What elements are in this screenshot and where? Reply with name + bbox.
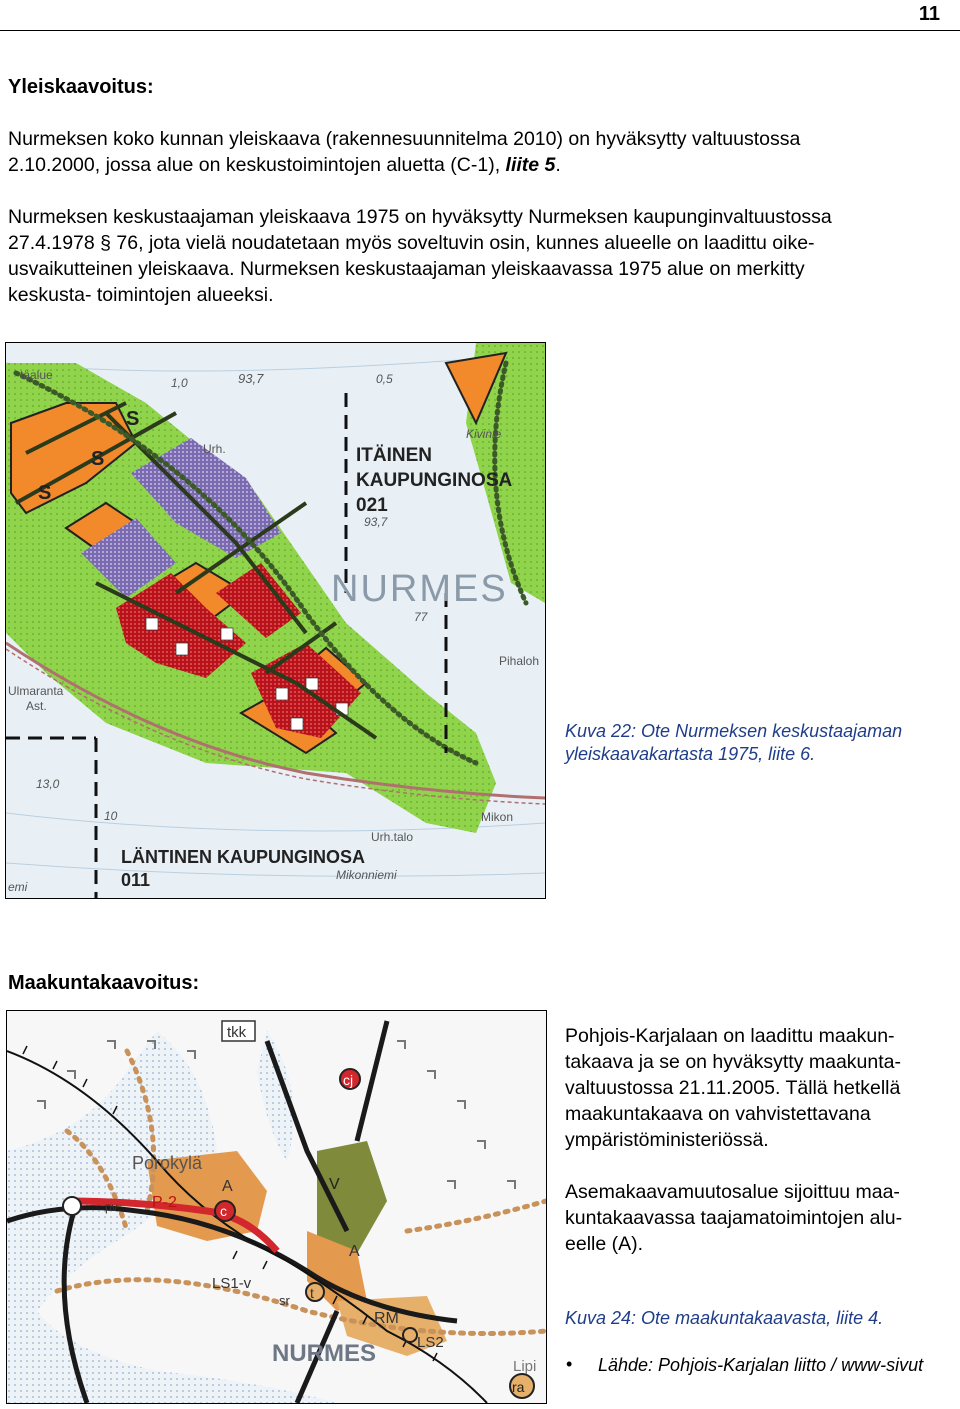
map1-label-s2: S bbox=[91, 448, 105, 470]
map1-label-kivinie: Kivinie bbox=[466, 427, 502, 441]
map1-label-77: 77 bbox=[414, 610, 428, 624]
map1-label-urh: Urh. bbox=[203, 442, 226, 456]
map1-label-emi: emi bbox=[8, 880, 28, 894]
page-number: 11 bbox=[918, 3, 940, 25]
map1-label-itainen1: ITÄINEN bbox=[356, 445, 432, 466]
map2-label-p2: P-2 bbox=[152, 1194, 177, 1211]
map1-label-mikonniemi: Mikonniemi bbox=[336, 868, 397, 882]
map2-label-a2: A bbox=[349, 1243, 360, 1260]
map1-label-s3: S bbox=[38, 482, 52, 504]
map2-label-nurmes: NURMES bbox=[272, 1340, 377, 1367]
map1-label-pihaloh: Pihaloh bbox=[499, 654, 540, 668]
map1-label-ulmaranta: Ulmaranta bbox=[8, 684, 64, 698]
map1-label-10b: 10 bbox=[104, 809, 118, 823]
map2-label-c: c bbox=[220, 1203, 227, 1219]
map1-label-staalue: täalue bbox=[20, 368, 53, 382]
maakuntakaava-map bbox=[6, 1010, 547, 1404]
liite-5-ref: liite 5 bbox=[505, 154, 556, 176]
header-rule bbox=[0, 30, 960, 31]
maakunta-paragraph-2: Asemakaavamuutosalue sijoittuu maa- kuntakaavassa taajamatoimintojen alu- eelle (A). bbox=[565, 1181, 903, 1255]
map1-label-05: 0,5 bbox=[376, 372, 393, 386]
map2-label-tkk: tkk bbox=[227, 1024, 247, 1041]
map2-label-ls1v: LS1-v bbox=[212, 1275, 252, 1292]
map1-label-lantinen1: LÄNTINEN KAUPUNGINOSA bbox=[121, 847, 366, 867]
map1-label-itainen2: KAUPUNGINOSA bbox=[356, 470, 513, 491]
map2-label-a1: A bbox=[222, 1178, 233, 1195]
map1-label-ast: Ast. bbox=[26, 699, 47, 713]
yleiskaavoitus-heading: Yleiskaavoitus: bbox=[8, 76, 154, 98]
map2-label-lipi: Lipi bbox=[513, 1358, 537, 1375]
map2-label-ls2: LS2 bbox=[417, 1334, 444, 1351]
map1-label-itainen3: 021 bbox=[356, 495, 388, 516]
paragraph-2: Nurmeksen keskustaajaman yleiskaava 1975 on hyväksytty Nurmeksen kaupunginvaltuustossa 27.4.1978 § 76, jota vielä noudatetaan myös soveltuvin osin, kunnes alueelle on laadittu oike- usvaikutteinen yleiskaava. Nurmeksen keskustaajaman yleiskaavassa 1975 alue on merkitty keskusta- toimintojen alueeksi. bbox=[8, 206, 832, 306]
map2-label-t: t bbox=[310, 1285, 314, 1301]
map1-label-s1: S bbox=[126, 408, 140, 430]
map1-label-mikon: Mikon bbox=[481, 810, 514, 824]
map2-label-v: V bbox=[329, 1176, 340, 1193]
map2-label-cj: cj bbox=[343, 1072, 354, 1088]
map1-label-933a: 93,7 bbox=[238, 371, 264, 386]
map2-label-sr: sr bbox=[279, 1293, 290, 1308]
map2-label-pv: pv bbox=[105, 1200, 118, 1214]
figure-22-caption: Kuva 22: Ote Nurmeksen keskustaajaman yleiskaavakartasta 1975, liite 6. bbox=[565, 721, 903, 764]
paragraph-1: Nurmeksen koko kunnan yleiskaava (rakennesuunnitelma 2010) on hyväksytty valtuustossa 2.10.2000, jossa alue on keskustoimintojen aluetta (C-1), liite 5. bbox=[8, 128, 801, 176]
map2-label-porokyla: Porokylä bbox=[132, 1153, 203, 1173]
map2-label-rm: RM bbox=[374, 1310, 399, 1327]
figure-24-caption: Kuva 24: Ote maakuntakaavasta, liite 4. bbox=[565, 1308, 884, 1328]
map1-label-lantinen2: 011 bbox=[121, 870, 151, 890]
source-note: Lähde: Pohjois-Karjalan liitto / www-sivut bbox=[598, 1355, 924, 1375]
map1-label-130: 13,0 bbox=[36, 777, 60, 791]
map2-label-ra: ra bbox=[512, 1379, 525, 1395]
map1-label-urh-talo: Urh.talo bbox=[371, 830, 414, 844]
yleiskaava-map bbox=[5, 342, 546, 899]
map1-label-933b: 93,7 bbox=[364, 515, 388, 529]
map1-label-10: 1,0 bbox=[171, 376, 188, 390]
maakuntakaavoitus-heading: Maakuntakaavoitus: bbox=[8, 972, 200, 994]
maakunta-paragraph-1: Pohjois-Karjalaan on laadittu maakun- takaava ja se on hyväksytty maakunta- valtuustossa 21.11.2005. Tällä hetkellä maakuntakaava on vahvistettavana ympäristöministeriössä. bbox=[565, 1025, 902, 1151]
map1-label-nurmes: NURMES bbox=[331, 568, 508, 610]
bullet-icon: • bbox=[566, 1354, 573, 1374]
